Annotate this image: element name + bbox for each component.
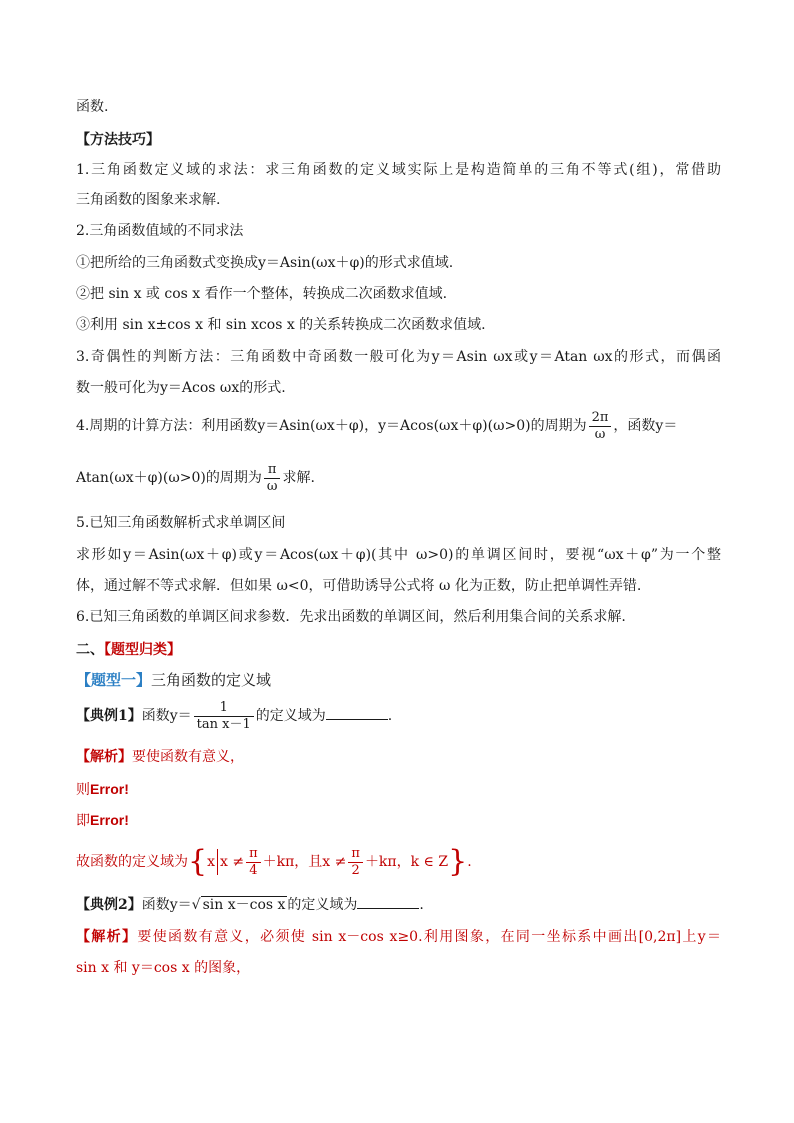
text-line: 1.三角函数定义域的求法：求三角函数的定义域实际上是构造简单的三角不等式(组)，常借助 — [76, 162, 721, 178]
error-text: Error! — [90, 812, 129, 828]
text-line-period — [76, 408, 677, 444]
section-heading-methods: 【方法技巧】 — [76, 132, 160, 148]
text-fragment: 的定义域为 — [287, 897, 358, 913]
text-fragment: 则 — [76, 782, 90, 798]
text-line: 3.奇偶性的判断方法：三角函数中奇函数一般可化为y＝Asin ωx或y＝Atan ωx的形式，而偶函 — [76, 349, 721, 365]
set-condition: ＋kπ，k ∈ Z — [364, 854, 449, 870]
text-line: 2.三角函数值域的不同求法 — [76, 223, 244, 239]
solution-tag: 【解析】 — [76, 749, 132, 765]
text-line: 三角函数的图象来求解. — [76, 192, 221, 208]
fraction-denominator: ω — [264, 478, 281, 495]
answer-blank — [326, 705, 388, 720]
error-text: Error! — [90, 781, 129, 797]
fraction-denominator: 2 — [348, 862, 363, 879]
fraction — [264, 462, 281, 495]
solution-text: 要使函数有意义，必须使 sin x－cos x≥0.利用图象，在同一坐标系中画出[0,2π]上y＝ — [137, 929, 721, 945]
example-1 — [76, 695, 392, 737]
text-fragment: 函数y＝ — [141, 708, 192, 724]
fraction-numerator: 2π — [591, 409, 609, 425]
text-line-period — [76, 460, 315, 496]
fraction-numerator: π — [351, 845, 360, 861]
fraction — [589, 410, 612, 443]
fraction-numerator: 1 — [219, 699, 228, 715]
solution-line — [76, 810, 129, 831]
fraction-denominator: tan x－1 — [194, 716, 254, 733]
example-tag: 【典例2】 — [76, 897, 142, 913]
text-fragment: . — [419, 897, 424, 913]
text-fragment: 的定义域为 — [255, 708, 326, 724]
solution-2 — [76, 927, 721, 947]
text-line: 函数. — [76, 99, 109, 115]
domain-result — [76, 840, 472, 884]
text-line: 6.已知三角函数的单调区间求参数．先求出函数的单调区间，然后利用集合间的关系求解. — [76, 609, 626, 625]
text-line: 数一般可化为y＝Acos ωx的形式. — [76, 380, 286, 396]
type-heading — [76, 671, 271, 691]
text-fragment: Atan(ωx＋φ)(ω>0)的周期为 — [76, 470, 262, 486]
sqrt-sign: √ — [191, 897, 201, 913]
set-bar — [217, 849, 218, 875]
text-line: ②把 sin x 或 cos x 看作一个整体，转换成二次函数求值域. — [76, 286, 448, 302]
fraction-numerator: π — [267, 461, 277, 477]
solution-line — [76, 779, 129, 800]
text-fragment: 故函数的定义域为 — [76, 854, 188, 870]
text-line: 求形如y＝Asin(ωx＋φ)或y＝Acos(ωx＋φ)(其中 ω>0)的单调区间时，要视“ωx＋φ”为一个整 — [76, 547, 721, 563]
section-title: 【题型归类】 — [104, 642, 181, 658]
text-fragment: 求解. — [282, 470, 315, 486]
text-line: ①把所给的三角函数式变换成y＝Asin(ωx＋φ)的形式求值域. — [76, 255, 454, 271]
answer-blank — [357, 894, 419, 909]
text-fragment: . — [467, 854, 472, 870]
example-tag: 【典例1】 — [76, 708, 142, 724]
example-2 — [76, 894, 424, 915]
fraction — [194, 700, 254, 733]
type-title: 三角函数的定义域 — [151, 672, 272, 689]
sqrt-radicand: sin x－cos x — [202, 897, 286, 913]
fraction — [348, 846, 363, 879]
text-line: 体，通过解不等式求解．但如果 ω<0，可借助诱导公式将 ω 化为正数，防止把单调性弄错. — [76, 578, 642, 594]
text-line: ③利用 sin x±cos x 和 sin xcos x 的关系转换成二次函数求值域. — [76, 317, 486, 333]
section-number: 二、 — [76, 642, 104, 658]
text-fragment: 4.周期的计算方法：利用函数y＝Asin(ωx＋φ)，y＝Acos(ωx＋φ)(ω>0)的周期为 — [76, 418, 587, 434]
set-variable: x — [207, 854, 215, 870]
text-fragment: ，函数y＝ — [613, 418, 678, 434]
solution-1 — [76, 747, 244, 767]
set-condition: x ≠ — [220, 854, 245, 870]
fraction-numerator: π — [249, 845, 258, 861]
right-brace: } — [448, 844, 468, 879]
text-line: 5.已知三角函数解析式求单调区间 — [76, 515, 286, 531]
fraction-denominator: 4 — [246, 862, 261, 879]
set-condition: ＋kπ，且x ≠ — [262, 854, 347, 870]
fraction-denominator: ω — [589, 426, 612, 443]
solution-line: sin x 和 y＝cos x 的图象， — [76, 960, 251, 976]
fraction — [246, 846, 261, 879]
solution-text: 要使函数有意义， — [132, 749, 244, 765]
text-fragment: 即 — [76, 813, 90, 829]
solution-tag: 【解析】 — [76, 929, 138, 945]
type-tag: 【题型一】 — [76, 672, 152, 689]
text-fragment: . — [387, 708, 393, 724]
text-fragment: 函数y＝ — [141, 897, 192, 913]
section-heading-types — [76, 640, 181, 660]
left-brace: { — [188, 844, 208, 879]
